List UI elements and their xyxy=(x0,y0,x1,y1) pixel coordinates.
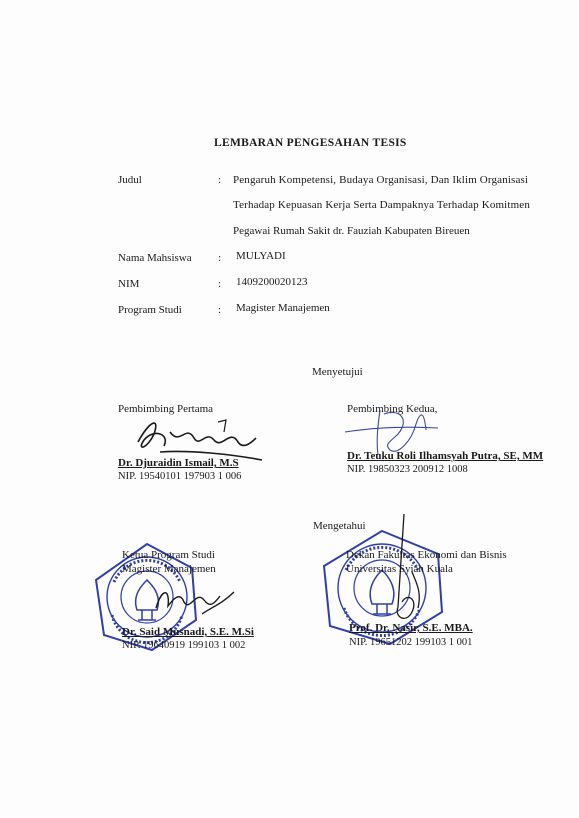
field-label-prodi: Program Studi xyxy=(118,304,182,316)
head1-role-line2: Magister Manajemen xyxy=(122,563,216,575)
advisor2-nip: NIP. 19850323 200912 1008 xyxy=(347,464,468,475)
head1-nip: NIP. 19640919 199103 1 002 xyxy=(122,640,246,651)
head2-nip: NIP. 19651202 199103 1 001 xyxy=(349,637,473,648)
field-label-nama: Nama Mahsiswa xyxy=(118,252,192,264)
head2-role-line2: Universitas Syiah Kuala xyxy=(346,563,453,575)
advisor2-name: Dr. Teuku Roli Ilhamsyah Putra, SE, MM xyxy=(347,450,544,462)
advisor1-signature xyxy=(130,412,270,462)
head1-signature xyxy=(150,578,235,623)
judul-line-3: Pegawai Rumah Sakit dr. Fauziah Kabupaten Bireuen xyxy=(233,225,470,237)
head2-name: Prof. Dr. Nasir, S.E. MBA. xyxy=(349,622,473,634)
field-sep-prodi: : xyxy=(218,304,222,316)
field-value-nim: 1409200020123 xyxy=(236,276,308,288)
field-sep-nama: : xyxy=(218,252,222,264)
judul-line-1: Pengaruh Kompetensi, Budaya Organisasi, Dan Iklim Organisasi xyxy=(233,174,529,186)
field-value-prodi: Magister Manajemen xyxy=(236,302,330,314)
acknowledge-heading: Mengetahui xyxy=(313,520,366,532)
judul-line-2: Terhadap Kepuasan Kerja Serta Dampaknya Terhadap Komitmen xyxy=(233,199,530,211)
document-title: LEMBARAN PENGESAHAN TESIS xyxy=(214,137,407,149)
field-sep-nim: : xyxy=(218,278,222,290)
field-value-nama: MULYADI xyxy=(236,250,286,262)
field-label-judul: Judul xyxy=(118,174,142,186)
advisor1-name: Dr. Djuraidin Ismail, M.S xyxy=(118,457,239,469)
head2-role-line1: Dekan Fakultas Ekonomi dan Bisnis xyxy=(346,549,507,561)
advisor1-nip: NIP. 19540101 197903 1 006 xyxy=(118,471,242,482)
field-label-nim: NIM xyxy=(118,278,140,290)
field-sep-judul: : xyxy=(218,174,222,186)
head1-name: Dr. Said Musnadi, S.E. M.Si xyxy=(122,626,254,638)
head1-role-line1: Ketua Program Studi xyxy=(122,549,215,561)
approval-heading: Menyetujui xyxy=(312,366,363,378)
advisor2-role: Pembimbing Kedua, xyxy=(347,403,438,415)
advisor1-role: Pembimbing Pertama xyxy=(118,403,214,415)
